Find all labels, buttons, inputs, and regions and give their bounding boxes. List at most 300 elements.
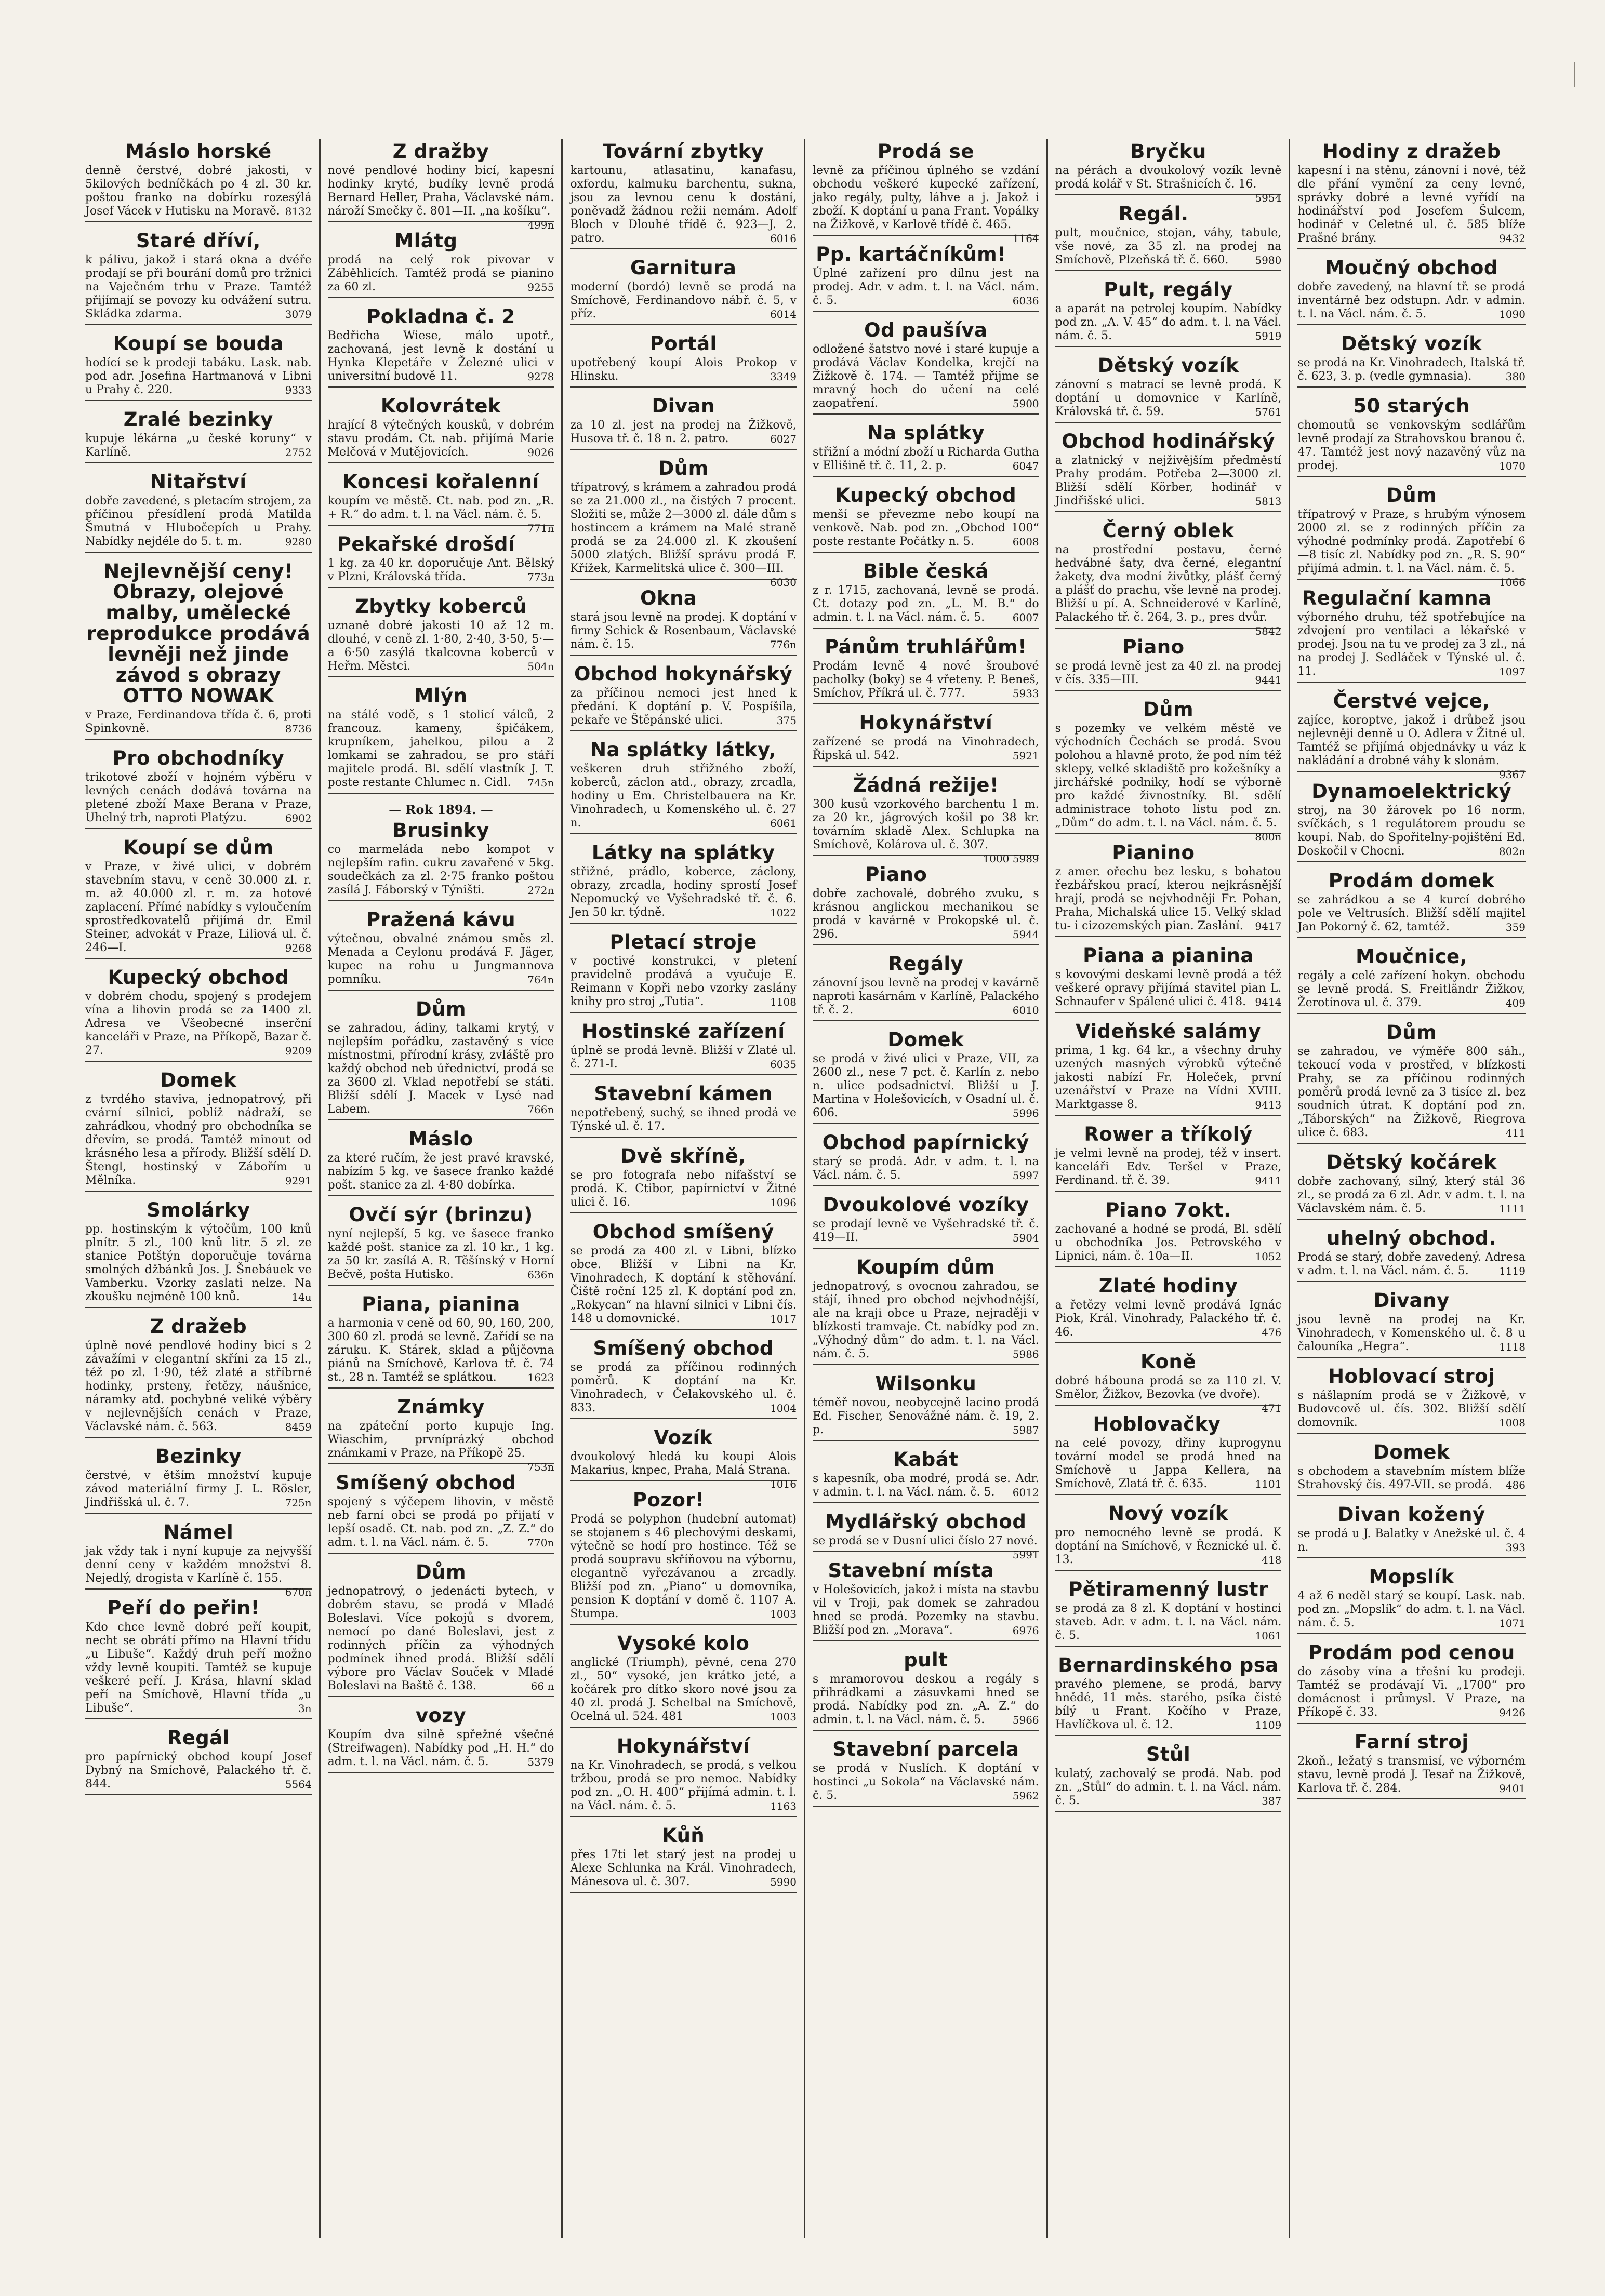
ad-divider [85,400,312,401]
classified-ad [570,258,797,325]
ad-heading: Dům [1386,484,1437,506]
ad-heading: Obchod hokynářský [574,663,793,685]
ad-number: 476 [1262,1326,1282,1339]
ad-divider [1055,1405,1282,1406]
ad-divider [85,958,312,959]
ad-divider [328,587,554,588]
ad-number: 1108 [770,996,797,1008]
ad-number: 1118 [1499,1341,1526,1353]
ad-text [1297,1175,1526,1216]
classified-ad [570,1222,797,1330]
classified-ad [570,1338,797,1419]
classified-ad [570,588,797,656]
ad-heading: Vysoké kolo [617,1632,750,1654]
ad-number: 5379 [527,1756,554,1768]
ad-heading: Pětiramenný lustr [1068,1578,1268,1600]
ad-divider [813,311,1039,312]
ad-divider [1055,422,1282,423]
ad-divider [1297,1798,1526,1799]
ad-body-text: z amer. ořechu bez lesku, s bohatou řezbářskou prací, kterou nejkrásnější hrají, prodá se nejvhodněji Fr. Pohan, Praha, Michalská ulice 15. Velký sklad tu- i cizozemských pian. Zaslání. [1055,865,1282,932]
ad-heading: Stavební místa [828,1559,994,1582]
ad-number: 393 [1505,1541,1526,1554]
ad-text [570,1450,797,1490]
ad-divider [570,1137,797,1138]
classified-ad [1055,698,1282,843]
classified-ad [1297,1290,1526,1358]
ad-number: 9255 [527,281,554,293]
classified-ad [328,231,554,298]
ad-text [328,1317,554,1384]
ad-text [1297,281,1526,321]
ad-body-text: veškeren druh střižného zboží, koberců, záclon atd., obrazy, zrcadla, hodiny u Em. Christelbauera na Kr. Vinohradech, u Komenského ul. č. 27 n. [570,763,797,830]
ad-heading: Mopslík [1369,1566,1454,1588]
ad-text [328,1152,554,1192]
classified-ad [85,561,312,740]
ad-body-text: se prodá na Kr. Vinohradech, Italská tř. č. 623, 3. p. (vedle gymnasia). [1297,356,1526,383]
ad-divider [570,1816,797,1817]
ad-text [813,1052,1039,1120]
ad-body-text: a aparát na petrolej koupím. Nabídky pod zn. „A. V. 45“ do adm. t. l. na Václ. nám. č. 5. [1055,302,1282,342]
ad-text [570,763,797,830]
classified-columns [78,139,1533,2238]
ad-divider [570,655,797,656]
ad-text [328,1227,554,1282]
ad-divider [1055,1115,1282,1116]
ad-text [570,1848,797,1889]
classified-ad [1055,431,1282,512]
ad-divider [1297,1723,1526,1724]
ad-number: 9026 [527,446,554,459]
ad-number: 1163 [770,1800,797,1812]
classified-ad [85,231,312,325]
classified-ad [327,1396,554,1473]
ad-number: 9426 [1499,1706,1526,1719]
classified-ad [328,1705,554,1773]
ad-number: 5933 [1012,687,1039,700]
ad-number: 1004 [770,1402,797,1414]
ad-body-text: kupuje lékárna „u české koruny“ v Karlíně. [85,432,312,459]
ad-text [328,419,554,459]
classified-ad [85,1316,312,1438]
ad-number: 6976 [1012,1624,1039,1637]
ad-body-text: na zpáteční porto kupuje Ing. Wiaschim, prvníprázký obchod známkami v Praze, na Příkopě 25. [327,1420,554,1460]
ad-text [1055,226,1282,267]
ad-body-text: stroj, na 30 žárovek po 16 norm. svíčkách, s 1 regulátorem proudu se koupí. Nab. do Spořitelny-pojištění Ed. Doskočil v Chocni. [1297,804,1526,858]
ad-divider [328,221,554,222]
ad-divider [813,413,1039,415]
classified-ad [1055,945,1282,1013]
classified-ad [1297,1504,1526,1558]
ad-divider [85,828,312,829]
ad-heading: Pražená kávu [366,909,516,931]
ad-heading: Kabát [893,1448,959,1471]
ad-number: 771n [527,522,554,535]
classified-ad [328,1473,554,1554]
ad-body-text: výborného druhu, též spotřebujíce na zdvojení pro ventilaci a lékařské v prodej. Jsou na tu ve prodej za 3 zl., ná na prodej J. Sedláček v Týnské ul. č. 11. [1297,611,1526,678]
ad-heading: Od paušíva [864,319,988,341]
ad-heading: Regál [167,1727,230,1749]
ad-number: 1016 [770,1478,797,1490]
ad-text [570,1044,797,1071]
ad-body-text: dobře zachovaný, silný, který stál 36 zl., se prodá za 6 zl. Adr. v adm. t. l. na Václavském nám. č. 5. [1297,1175,1526,1215]
ad-text [570,1245,797,1326]
ad-number: 2752 [285,446,312,459]
ad-divider [570,449,797,450]
ad-text [813,660,1039,700]
ad-heading: Smolárky [147,1199,250,1221]
ad-heading: Hodiny z dražeb [1322,140,1501,163]
ad-divider [1297,937,1526,938]
ad-text [570,1169,797,1209]
ad-text [85,432,312,459]
ad-heading: Regály [888,953,964,975]
classified-ad [328,1562,554,1697]
ad-heading: Obchod hodinářský [1062,430,1275,452]
ad-number: 1119 [1499,1265,1526,1277]
ad-number: 770n [527,1537,554,1549]
ad-heading: Zbytky koberců [355,595,527,618]
classified-ad [1055,1414,1282,1495]
ad-body-text: se zahradou, ve výměře 800 sáh., tekoucí voda v prostřed, v blízkosti Prahy, se za příčinou rodinných poměrů prodá levně za 3 tisíce zl. bez soudních útrat. K doptání pod zn. „Táborských“ na Žižkově, Riegrova ulice č. 683. [1297,1045,1526,1139]
classified-ad [1055,279,1282,347]
ad-number: 8132 [285,205,312,218]
ad-text [813,508,1039,549]
ad-divider [328,297,554,298]
ad-text [85,1621,312,1715]
ad-body-text: se prodá levně jest za 40 zl. na prodej v čís. 335—III. [1055,660,1282,686]
ad-divider [1297,1357,1526,1358]
classified-ad [813,1257,1039,1365]
ad-text [570,1361,797,1415]
ad-number: 1070 [1499,460,1526,472]
ad-number: 1003 [770,1608,797,1620]
ad-body-text: na prostřední postavu, černé hedvábné šaty, dva černé, elegantní žakety, dva modní živůtky, plášť černý a plášť do prachu, vše levně na prodej. Bližší u pí. A. Schneiderové v Karlíně, Palackého tř. č. 264, 3. p., pres dvůr. [1055,543,1282,624]
classified-ad [1055,204,1282,271]
ad-divider [1055,1342,1282,1343]
ad-heading: Piana a pianina [1083,944,1254,967]
ad-divider [813,235,1039,236]
classified-ad [813,1449,1039,1503]
ad-text [570,164,797,245]
classified-ad [1055,140,1282,204]
ad-number: 1000 5989 [983,852,1039,865]
ad-divider [570,923,797,924]
classified-ad [85,472,312,553]
ad-body-text: 300 kusů vzorkového barchentu 1 m. za 20 kr., jágrových košil po 38 kr. továrním skladě Alex. Schlupka na Smíchově, Kolárova ul. č. 307. [812,798,1039,851]
ad-text [1055,1374,1282,1414]
ad-heading: Prodá se [877,140,974,163]
ad-number: 1096 [770,1196,797,1209]
ad-number: 9268 [285,942,312,954]
classified-ad [1055,1744,1282,1812]
ad-divider [570,579,797,580]
ad-number: 5900 [1012,397,1039,410]
ad-heading: Dynamoelektrický [1311,780,1512,803]
ad-body-text: přes 17ti let starý jest na prodej u Alexe Schlunka na Král. Vinohradech, Mánesova ul. č. 307. [570,1848,797,1888]
ad-body-text: se zahradou, ádiny, talkami krytý, v nejlepším pořádku, zastavěný s více místnostmi, přírodní krásy, zvláště pro každý obchod neb úřednictví, prodá se za 3600 zl. Vklad nepotřebí se státi. Bližší sdělí J. Macek v Lysé nad Labem. [327,1022,554,1116]
ad-number: 1052 [1255,1250,1282,1263]
ad-body-text: menší se převezme nebo koupí na venkově. Nab. pod zn. „Obchod 100“ poste restante Počátky n. 5. [812,508,1039,548]
ad-divider [1055,690,1282,691]
ad-body-text: do zásoby vína a třešní ku prodeji. Tamtéž se prodávají Vi. „1700“ pro domácnost i průmysl. V Praze, na Příkopě č. 33. [1297,1665,1526,1719]
ad-body-text: odložené šatstvo nové i staré kupuje a prodává Václav Kondelka, krejčí na Žižkově č. 174. — Tamtéž přijme se mravný hoch do učení na celé zaopatření. [812,343,1039,410]
ad-body-text: dobré hábouna prodá se za 110 zl. V. Smělor, Žižkov, Bezovka (ve dvoře). [1055,1374,1282,1401]
ad-number: 1090 [1499,308,1526,321]
ad-divider [570,1727,797,1728]
ad-body-text: dobře zachovalé, dobrého zvuku, s krásnou anglickou mechanikou se prodá v kavárně v Prokopské ul. č. 296. [812,887,1039,941]
classified-ad [813,1560,1039,1641]
ad-heading: Bryčku [1130,140,1206,163]
ad-heading: Vozík [654,1426,713,1449]
ad-divider [1055,194,1282,195]
ad-text [1297,1527,1526,1554]
ad-divider [1297,1433,1526,1434]
ad-divider [85,324,312,325]
ad-text [85,709,312,736]
classified-ad [813,864,1039,945]
classified-ad [85,1070,312,1192]
ad-heading: Koncesi kořalenní [342,471,539,493]
ad-divider [1297,1557,1526,1558]
ad-body-text: kapesní i na stěnu, zánovní i nové, též dle přání vymění za ceny levné, správky dobré a levné vyřídí na hodinářství pod Josefem Šulcem, hodinář v Celetné ul. č. 585 blíže Prašné brány. [1297,164,1526,245]
ad-text [812,798,1039,865]
ad-number: 8459 [285,1421,312,1433]
ad-divider [328,386,554,388]
ad-body-text: zánovní s matrací se levně prodá. K doptání u domovnice v Karlíně, Královská tř. č. 59. [1055,378,1282,418]
ad-text [570,281,797,321]
ad-divider [1297,579,1526,580]
ad-heading: Smíšený obchod [336,1472,516,1494]
ad-heading: Koupím dům [856,1256,996,1278]
ad-heading: Dvě skříně, [620,1145,746,1167]
ad-body-text: Kdo chce levně dobré peří koupit, necht se obrátí přímo na Hlavní třídu „u Libuše“. Každý druh peří možno vždy levně koupiti. Tamtéž se kupuje veškeré peří. J. Krása, hlavní sklad peří na Smíchově, Hlavní třída „u Libuše“. [85,1621,312,1715]
ad-body-text: denně čerstvé, dobré jakosti, v 5kilových bedníčkách po 4 zl. 30 kr. poštou franko na dobírku rozesýlá Josef Vácek v Hutisku na Moravě. [85,164,312,218]
ad-divider [1055,1811,1282,1812]
ad-body-text: k pálivu, jakož i stará okna a dvéře prodají se při bourání domů pro tržnici na Vaječném trhu v Praze. Tamtéž přijímají se povozy ku odvážení sutru. Skládka zdarma. [85,253,312,321]
classified-ad [570,740,797,834]
ad-divider [328,1387,554,1389]
ad-heading: uhelný obchod. [1327,1227,1497,1249]
ad-heading: Na splátky látky, [590,739,777,761]
ad-heading: Moučný obchod [1325,257,1498,279]
ad-body-text: a řetězy velmi levně prodává Ignác Piok, Král. Vinohrady, Palackého tř. č. 46. [1055,1299,1282,1339]
ad-text [328,932,554,986]
ad-text [570,865,797,919]
ad-heading: Na splátky [867,422,985,444]
ad-number: 6902 [285,812,312,824]
ad-heading: Regál. [1118,203,1189,225]
ad-number: 9441 [1255,674,1282,686]
ad-body-text: se prodá za 8 zl. K doptání v hostinci staveb. Adr. v adm. t. l. na Václ. nám. č. 5. [1055,1602,1282,1642]
ad-heading: Dům [658,457,709,479]
ad-number: 5842 [1255,625,1282,637]
classified-ad [1297,1567,1526,1634]
ad-heading: Pozor! [632,1489,705,1511]
ad-body-text: úplně nové pendlové hodiny bicí s 2 závažími v elegantní skříni za 15 zl., též po zl. 1·90, též zlaté a stříbrné hodinky, prsteny, řetězy, náušnice, náramky atd. pochybné veliké výběry v nejlevnějších cenách v Praze, Václavské nám. č. 563. [85,1339,312,1433]
ad-heading: Divan kožený [1337,1503,1485,1526]
ad-number: 5761 [1255,406,1282,418]
ad-body-text: Prodá se polyphon (hudební automat) se stojanem s 46 plechovými deskami, výtečně se hodí pro hostince. Též se prodá soupravu skříňovou na výbornu, elegantně vyřezávanou a zrcadly. Bližší pod zn. „Piano“ u domovníka, pension K doptání v domě č. 1107 A. Stumpa. [570,1513,797,1620]
ad-heading: vozy [415,1704,467,1727]
ad-number: 5997 [1012,1169,1039,1182]
ad-text [1297,356,1526,383]
ad-number: 411 [1505,1127,1526,1139]
ad-text [1297,1045,1526,1140]
ad-text [1297,804,1526,858]
ad-number: 6047 [1012,460,1039,472]
ad-heading: Kolovrátek [380,395,501,417]
ad-body-text: v dobrém chodu, spojený s prodejem vína a lihovin prodá se za 1400 zl. Adresa ve Všeobecné inserční kanceláři v Praze, na Příkopě, Bazar č. 27. [85,990,312,1057]
ad-body-text: se prodá u J. Balatky v Anežské ul. č. 4 n. [1297,1527,1526,1554]
ad-body-text: zařízené se prodá na Vinohradech, Řipská ul. 542. [812,736,1039,762]
ad-heading: Kůň [662,1824,705,1847]
classified-ad [328,306,554,388]
ad-text [328,1585,554,1693]
ad-number: 5962 [1012,1790,1039,1802]
classified-ad [570,1736,797,1817]
ad-number: 5944 [1012,928,1039,941]
classified-ad [1297,333,1526,388]
classified-ad [1055,843,1282,937]
ad-body-text: se prodají levně ve Vyšehradské tř. č. 419—II. [812,1218,1039,1244]
ad-divider [1055,628,1282,629]
ad-divider [1055,1266,1282,1267]
ad-divider [1297,1143,1526,1144]
ad-heading: Pult, regály [1104,278,1233,301]
classified-ad [1297,1152,1526,1220]
classified-ad [813,637,1039,704]
ad-body-text: za příčinou nemoci jest hned k předání. K doptání p. V. Pospíšila, pekaře ve Štěpánské ulici. [570,687,797,727]
ad-body-text: zachované a hodné se prodá, Bl. sdělí u obchodníka Jos. Petrovského v Lipnici, nám. č. 10a—II. [1055,1223,1282,1263]
ad-number: 6012 [1012,1486,1039,1499]
ad-number: 745n [527,777,554,789]
ad-text [85,1469,312,1510]
ad-body-text: z tvrdého staviva, jednopatrový, při cvární silnici, poblíž nádraží, se zahrádkou, vhodný pro obchodníka se dřevím, se prodá. Tamtéž minout od krásného lesa a přírody. Bližší sdělí D. Štengl, hostinský v Zábořím u Mělníka. [85,1093,312,1187]
classified-ad [813,1373,1039,1441]
ad-text [85,1223,312,1304]
ad-number: 1017 [770,1313,797,1325]
ad-text [327,495,554,535]
ad-divider [813,766,1039,767]
ad-heading: Videňské salámy [1075,1020,1261,1043]
ad-number: 800n [1255,831,1282,843]
ad-divider [570,248,797,249]
ad-heading: Peří do peřin! [107,1597,260,1619]
ad-text [813,1673,1039,1727]
ad-divider [1055,936,1282,937]
classified-ad [570,1426,797,1490]
ad-text [570,1106,797,1133]
classified-ad [328,1205,554,1286]
ad-body-text: se prodá za 400 zl. v Libni, blízko obce. Bližší v Libni na Kr. Vinohradech, K doptání k stěhování. Čiště roční 125 zl. K doptání pod zn. „Rokycan“ na hlavní silnici v Libni čís. 148 u domovnické. [570,1245,797,1325]
ad-body-text: regály a celé zařízení hokyn. obchodu se levně prodá. S. Freitländr Žižkov, Žerotínova ul. č. 379. [1297,969,1526,1009]
ad-body-text: co marmeláda nebo kompot v nejlepším rafin. cukru zavařené v 5kg. soudečkách za zl. 2·75 franko poštou zasílá J. Fáborský v Týništi. [327,843,554,897]
ad-text [570,687,797,727]
ad-number: 471 [1262,1402,1282,1414]
ad-divider [328,462,554,463]
ad-body-text: střižní a módní zboží u Richarda Gutha v Ellišině tř. č. 11, 2. p. [812,446,1039,472]
ad-text [1055,378,1282,419]
ad-heading: Dětský vozík [1341,332,1482,355]
ad-body-text: chomoutů se venkovským sedlářům levně prodají za Strahovskou branou č. 47. Tamtéž jest nový nazavěný vůz na prodej. [1297,419,1526,472]
ad-divider [570,730,797,731]
ad-body-text: upotřebený koupí Alois Prokop v Hlinsku. [570,356,797,383]
ad-text [85,1339,312,1434]
ad-heading: Stavební kámen [594,1083,773,1105]
column-6 [1290,139,1533,2238]
ad-heading: Koně [1140,1351,1196,1373]
ad-text [328,843,554,897]
ad-heading: Piano [1122,636,1185,658]
ad-divider [813,1730,1039,1731]
ad-divider [1297,771,1526,772]
ad-heading: Koupí se bouda [113,332,284,355]
ad-number: 6035 [770,1058,797,1071]
ad-text [1055,1437,1282,1491]
ad-body-text: kartounu, atlasatinu, kanafasu, oxfordu, kalmuku barchentu, sukna, jsou za levnou cenu k dostání, poněvadž žádnou režii nemám. Adolf Bloch v Dlouhé třídě č. 923—J. 2. patro. [570,164,797,245]
ad-text [1297,164,1526,245]
ad-heading: Piano [865,863,927,886]
ad-body-text: trikotové zboží v hojném výběru v levných cenách dodává továrna na pletené zboží Maxe Berana v Praze, Uhelný trh, naproti Platýzu. [85,771,312,824]
ad-body-text: kulatý, zachovalý se prodá. Nab. pod zn. „Stůl“ do admin. t. l. na Václ. nám. č. 5. [1055,1767,1282,1807]
ad-heading: Dům [415,1561,467,1583]
classified-ad [1055,1503,1282,1571]
classified-ad [1055,1200,1282,1267]
ad-heading: Obchod papírnický [822,1131,1029,1154]
ad-number: 1109 [1255,1719,1282,1731]
ad-heading: Hoblovací stroj [1328,1365,1495,1387]
ad-text [327,164,554,231]
ad-text [1055,302,1282,343]
ad-number: 504n [527,660,554,673]
ad-body-text: se prodá v živé ulici v Praze, VII, za 2600 zl., nese 7 pct. č. Karlín z. nebo n. ulice podsadnictví. Bližší u J. Martina v Holešovicích, v Osadní ul. č. 606. [812,1052,1039,1119]
classified-ad [1297,396,1526,477]
ad-divider [813,1364,1039,1365]
ad-number: 6007 [1012,611,1039,624]
ad-body-text: nepotřebený, suchý, se ihned prodá ve Týnské ul. č. 17. [570,1106,797,1133]
classified-ad [1297,1442,1526,1496]
ad-body-text: pult, moučnice, stojan, váhy, tabule, vše nové, za 35 zl. na prodej na Smíchově, Plzeňská tř. č. 660. [1055,226,1282,266]
ad-number: 409 [1505,997,1526,1009]
ad-number: 6014 [770,308,797,321]
ad-text [570,1759,797,1813]
ad-heading: Wilsonku [875,1372,977,1395]
classified-ad [813,1132,1039,1186]
ad-text [1055,1044,1282,1112]
ad-heading: Pp. kartáčníkům! [816,243,1006,265]
ad-number: 359 [1505,921,1526,933]
ad-text [813,1762,1039,1803]
ad-divider [1055,1191,1282,1192]
ad-number: 9278 [527,370,554,383]
ad-body-text: prodá na celý rok pivovar v Záběhlicích. Tamtéž prodá se pianino za 60 zl. [327,253,554,293]
ad-body-text: třípatrový, s krámem a zahradou prodá se za 21.000 zl., na čistých 7 procent. Složiti se, může 2—3000 zl. dále dům s hostincem a krámem na Malé straně prodá se za 24.000 zl. K zkoušení 5000 zlatých. Bližší správu prodá F. Křížek, Karmelitská ulice č. 300—III. [570,481,797,575]
ad-heading: Mlátg [394,230,458,252]
ad-heading: Dům [415,998,467,1020]
ad-heading: Portál [649,332,717,355]
classified-ad [328,686,554,794]
ad-body-text: s nášlapním prodá se v Žižkově, v Budovcově ul. čís. 302. Bližší sdělí domovník. [1297,1389,1526,1429]
ad-text [85,164,312,218]
ad-heading: Hokynářství [859,712,993,734]
ad-heading: Kupecký obchod [108,966,289,989]
ad-body-text: anglické (Triumph), pěvné, cena 270 zl., 50“ vysoké, jen krátko jeté, a kočárek pro dítko skoro nové jsou za 40 zl. prodá J. Schelbal na Smíchově, Ocelná ul. 524. 481 [570,1656,797,1723]
ad-text [570,481,797,589]
ad-divider [85,1513,312,1514]
ad-divider [813,1020,1039,1021]
ad-text [1055,1767,1282,1808]
ad-text [1297,969,1526,1010]
